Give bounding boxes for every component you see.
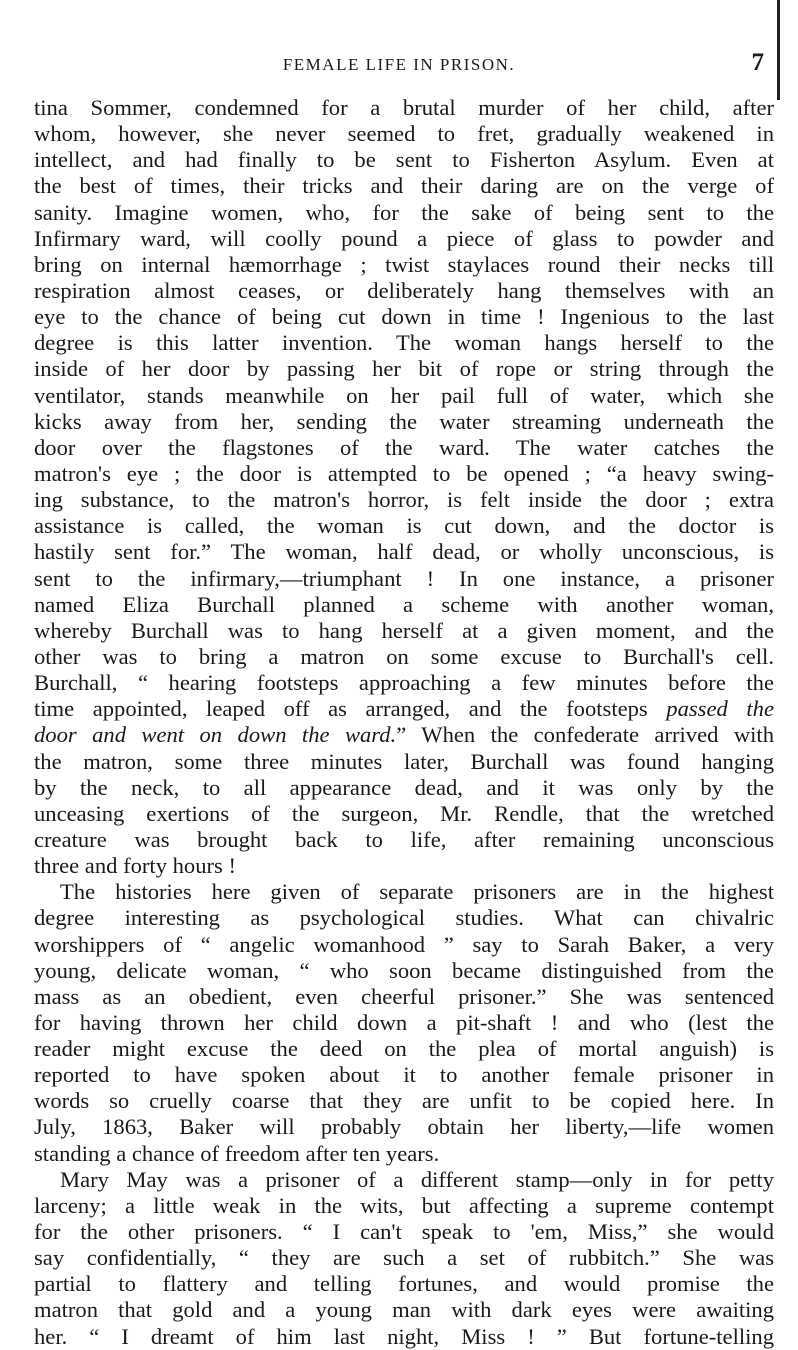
text-line: Infirmary ward, will coolly pound a piece of glass to powder and <box>34 225 774 251</box>
text-line: tina Sommer, condemned for a brutal murder of her child, after <box>34 95 774 120</box>
text-line: ing substance, to the matron's horror, is felt inside the door ; extra <box>34 487 774 513</box>
text-line: unceasing exertions of the surgeon, Mr. Rendle, that the wretched <box>34 800 774 826</box>
text-line: for the other prisoners. “ I can't speak to 'em, Miss,” she would <box>34 1219 774 1245</box>
text-line: three and forty hours ! <box>34 853 237 879</box>
text-line: degree is this latter invention. The woman hangs herself to the <box>34 330 774 356</box>
text-line: time appointed, leaped off as arranged, and the footsteps passed the <box>34 696 774 722</box>
text-line: respiration almost ceases, or deliberately hang themselves with an <box>34 277 774 303</box>
page-number: 7 <box>751 49 764 76</box>
text-line: door over the flagstones of the ward. The water catches the <box>34 434 774 460</box>
text-line: worshippers of “ angelic womanhood ” say to Sarah Baker, a very <box>34 931 774 957</box>
text-line: hastily sent for.” The woman, half dead, or wholly unconscious, is <box>34 539 774 565</box>
text-line: creature was brought back to life, after remaining unconscious <box>34 826 774 852</box>
text-line: say confidentially, “ they are such a set of rubbitch.” She was <box>34 1245 774 1271</box>
page-header <box>34 49 764 85</box>
text-line: the best of times, their tricks and their daring are on the verge of <box>34 173 774 199</box>
text-line: standing a chance of freedom after ten years. <box>34 1140 440 1166</box>
text-line: named Eliza Burchall planned a scheme with another woman, <box>34 591 774 617</box>
text-line: matron that gold and a young man with dark eyes were awaiting <box>34 1297 774 1323</box>
text-line: her. “ I dreamt of him last night, Miss ! ” But fortune-telling <box>34 1323 774 1349</box>
text-line: door and went on down the ward.” When the confederate arrived with <box>34 722 774 748</box>
text-line: Burchall, “ hearing footsteps approaching a few minutes before the <box>34 670 774 696</box>
text-line: eye to the chance of being cut down in time ! Ingenious to the last <box>34 304 774 330</box>
text-line: ventilator, stands meanwhile on her pail full of water, which she <box>34 382 774 408</box>
text-line: other was to bring a matron on some excuse to Burchall's cell. <box>34 643 774 669</box>
text-line: words so cruelly coarse that they are unfit to be copied here. In <box>34 1088 774 1114</box>
text-line: inside of her door by passing her bit of rope or string through the <box>34 356 774 382</box>
page-edge-rule <box>777 0 780 100</box>
text-line: young, delicate woman, “ who soon became distinguished from the <box>34 957 774 983</box>
text-line: degree interesting as psychological studies. What can chivalric <box>34 905 774 931</box>
text-line: whom, however, she never seemed to fret, gradually weakened in <box>34 121 774 147</box>
text-line: Mary May was a prisoner of a different stamp—only in for petty <box>60 1166 774 1192</box>
text-line: intellect, and had finally to be sent to Fisherton Asylum. Even at <box>34 147 774 173</box>
text-line: The histories here given of separate prisoners are in the highest <box>60 879 774 905</box>
text-line: assistance is called, the woman is cut down, and the doctor is <box>34 513 774 539</box>
text-line: reader might excuse the deed on the plea of mortal anguish) is <box>34 1036 774 1062</box>
text-line: larceny; a little weak in the wits, but affecting a supreme contempt <box>34 1192 774 1218</box>
text-line: reported to have spoken about it to another female prisoner in <box>34 1062 774 1088</box>
text-line: matron's eye ; the door is attempted to be opened ; “a heavy swing- <box>34 460 774 486</box>
text-line: whereby Burchall was to hang herself at a given moment, and the <box>34 617 774 643</box>
body-text <box>34 95 774 1350</box>
running-title: FEMALE LIFE IN PRISON. <box>282 55 516 74</box>
text-line: sent to the infirmary,—triumphant ! In one instance, a prisoner <box>34 565 774 591</box>
text-line: sanity. Imagine women, who, for the sake of being sent to the <box>34 199 774 225</box>
text-line: for having thrown her child down a pit-shaft ! and who (lest the <box>34 1009 774 1035</box>
text-line: bring on internal hæmorrhage ; twist staylaces round their necks till <box>34 251 774 277</box>
text-line: kicks away from her, sending the water streaming underneath the <box>34 408 774 434</box>
text-line: the matron, some three minutes later, Burchall was found hanging <box>34 748 774 774</box>
text-line: partial to flattery and telling fortunes, and would promise the <box>34 1271 774 1297</box>
text-line: by the neck, to all appearance dead, and it was only by the <box>34 774 774 800</box>
text-line: mass as an obedient, even cheerful prisoner.” She was sentenced <box>34 983 774 1009</box>
text-line: July, 1863, Baker will probably obtain her liberty,—life women <box>34 1114 774 1140</box>
